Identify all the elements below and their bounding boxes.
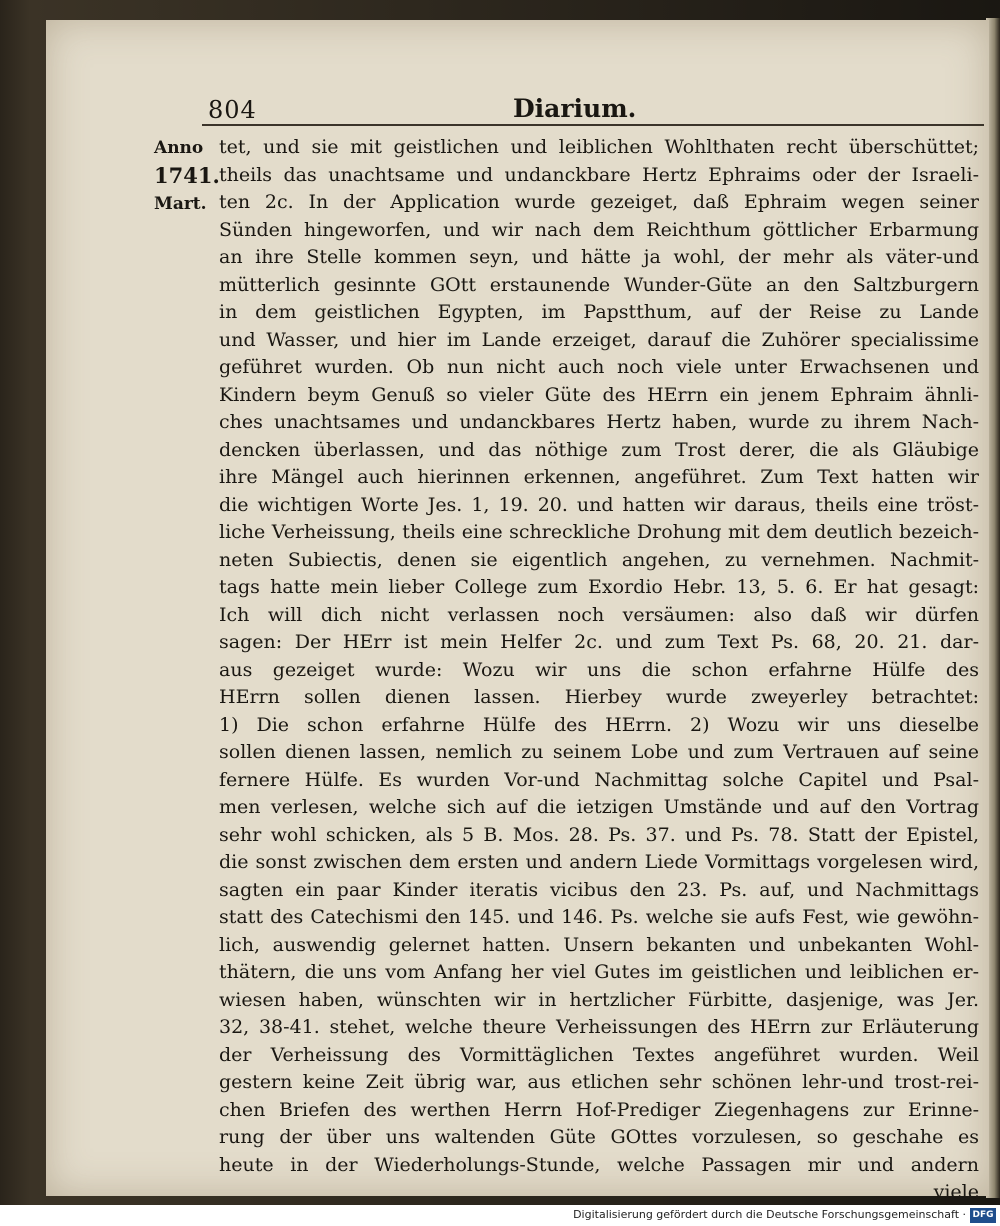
running-title: Diarium. [513, 94, 637, 123]
header-rule [202, 124, 984, 126]
text-line: Ich will dich nicht verlassen noch versäumen: also daß wir dürfen [219, 603, 979, 626]
text-line: ihre Mängel auch hierinnen erkennen, angeführet. Zum Text hatten wir [219, 466, 979, 488]
text-line: neten Subiectis, denen sie eigentlich angehen, zu vernehmen. Nachmit- [219, 548, 979, 571]
text-line: der Verheissung des Vormittäglichen Textes angeführet wurden. Weil [219, 1043, 979, 1066]
text-line: ches unachtsames und undanckbares Hertz haben, wurde zu ihrem Nach- [219, 411, 979, 433]
text-line: sehr wohl schicken, als 5 B. Mos. 28. Ps. 37. und Ps. 78. Statt der Epistel, [219, 823, 979, 846]
footer-bar [0, 1205, 1000, 1226]
margin-note-year: 1741. [154, 163, 220, 188]
text-line: viele [933, 1181, 979, 1203]
text-line: statt des Catechismi den 145. und 146. Ps. welche sie aufs Fest, wie gewöhn- [219, 906, 979, 928]
text-line: chen Briefen des werthen Herrn Hof-Prediger Ziegenhagens zur Erinne- [219, 1098, 979, 1121]
text-line: tet, und sie mit geistlichen und leiblichen Wohlthaten recht überschüttet; [219, 136, 979, 158]
text-line: men verlesen, welche sich auf die ietzigen Umstände und auf den Vortrag [219, 796, 979, 818]
text-line: Kindern beym Genuß so vieler Güte des HErrn ein jenem Ephraim ähnli- [219, 383, 979, 406]
page-number: 804 [208, 96, 257, 124]
body-text [219, 134, 979, 1207]
margin-note-anno: Anno [154, 138, 204, 158]
text-line: an ihre Stelle kommen seyn, und hätte ja wohl, der mehr als väter-und [219, 246, 979, 268]
text-line: in dem geistlichen Egypten, im Papstthum, auf der Reise zu Lande [219, 301, 979, 323]
margin-note [154, 134, 220, 218]
text-line: rung der über uns waltenden Güte GOttes vorzulesen, so geschahe es [219, 1126, 979, 1148]
text-line: die wichtigen Worte Jes. 1, 19. 20. und hatten wir daraus, theils eine tröst- [219, 493, 979, 516]
text-line: Sünden hingeworfen, und wir nach dem Reichthum göttlicher Erbarmung [219, 218, 979, 241]
text-line: dencken überlassen, und das nöthige zum Trost derer, die als Gläubige [219, 438, 979, 461]
text-line: sollen dienen lassen, nemlich zu seinem Lobe und zum Vertrauen auf seine [219, 741, 979, 763]
document-page [46, 20, 989, 1203]
text-line: die sonst zwischen dem ersten und andern Liede Vormittags vorgelesen wird, [219, 851, 979, 873]
text-line: mütterlich gesinnte GOtt erstaunende Wunder-Güte an den Saltzburgern [219, 273, 979, 296]
text-line: aus gezeiget wurde: Wozu wir uns die schon erfahrne Hülfe des [219, 658, 979, 681]
text-line: ten 2c. In der Application wurde gezeiget, daß Ephraim wegen seiner [219, 191, 979, 213]
text-line: sagen: Der HErr ist mein Helfer 2c. und zum Text Ps. 68, 20. 21. dar- [219, 631, 979, 653]
text-line: thätern, die uns vom Anfang her viel Gutes im geistlichen und leiblichen er- [219, 961, 979, 983]
text-line: sagten ein paar Kinder iteratis vicibus den 23. Ps. auf, und Nachmittags [219, 878, 979, 901]
text-line: 32, 38-41. stehet, welche theure Verheissungen des HErrn zur Erläuterung [219, 1016, 979, 1038]
text-line: liche Verheissung, theils eine schreckliche Drohung mit dem deutlich bezeich- [219, 521, 979, 543]
text-line: fernere Hülfe. Es wurden Vor-und Nachmittag solche Capitel und Psal- [219, 768, 979, 791]
text-line: wiesen haben, wünschten wir in hertzlicher Fürbitte, dasjenige, was Jer. [219, 988, 979, 1011]
text-line: geführet wurden. Ob nun nicht auch noch viele unter Erwachsenen und [219, 356, 979, 378]
text-line: theils das unachtsame und undanckbare Hertz Ephraims oder der Israeli- [219, 163, 979, 186]
text-line: gestern keine Zeit übrig war, aus etlichen sehr schönen lehr-und trost-rei- [219, 1071, 979, 1093]
text-line: und Wasser, und hier im Lande erzeiget, darauf die Zuhörer specialissime [219, 328, 979, 351]
margin-note-month: Mart. [154, 194, 207, 214]
text-line: 1) Die schon erfahrne Hülfe des HErrn. 2) Wozu wir uns dieselbe [219, 713, 979, 736]
text-line: tags hatte mein lieber College zum Exordio Hebr. 13, 5. 6. Er hat gesagt: [219, 576, 979, 598]
text-line: lich, auswendig gelernet hatten. Unsern bekanten und unbekanten Wohl- [219, 933, 979, 956]
dfg-logo: DFG [970, 1208, 996, 1223]
text-line: heute in der Wiederholungs-Stunde, welche Passagen mir und andern [219, 1153, 979, 1176]
page-header [46, 88, 989, 124]
footer-credit: Digitalisierung gefördert durch die Deutsche Forschungsgemeinschaft · [573, 1208, 966, 1221]
text-line: HErrn sollen dienen lassen. Hierbey wurde zweyerley betrachtet: [219, 686, 979, 708]
